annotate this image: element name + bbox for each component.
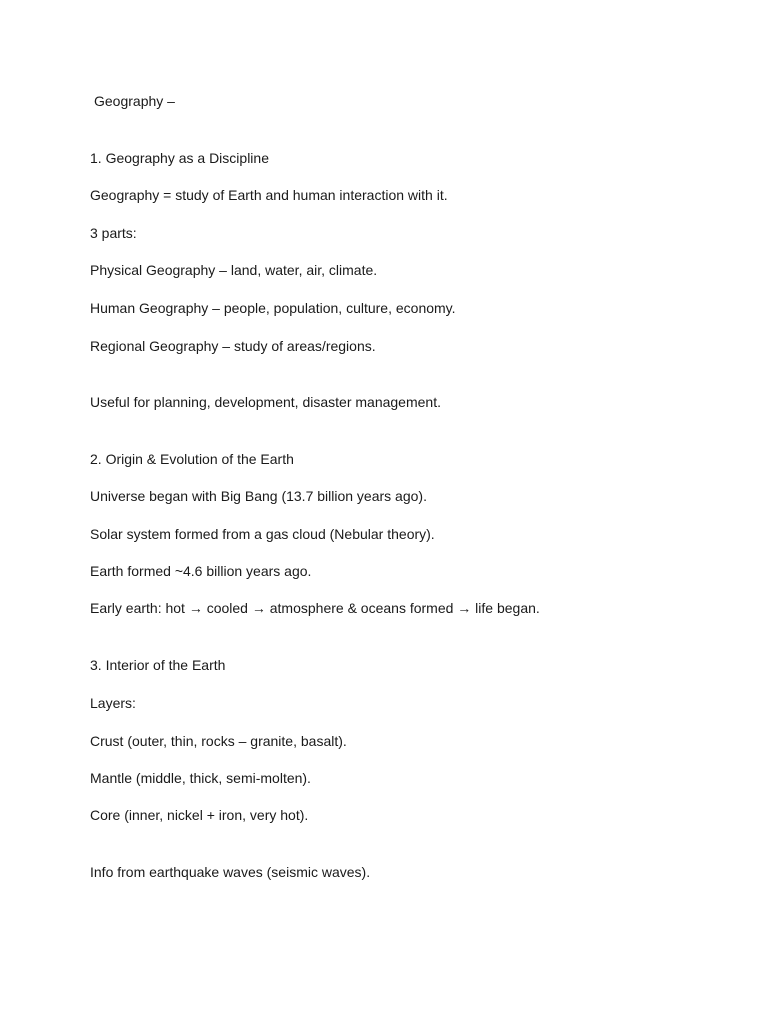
- body-line: Mantle (middle, thick, semi-molten).: [90, 770, 311, 786]
- body-line: Earth formed ~4.6 billion years ago.: [90, 563, 312, 579]
- section-heading: 2. Origin & Evolution of the Earth: [90, 451, 294, 467]
- body-line: Solar system formed from a gas cloud (Nebular theory).: [90, 526, 435, 542]
- body-line: Layers:: [90, 695, 136, 711]
- body-line: Universe began with Big Bang (13.7 billion years ago).: [90, 488, 427, 504]
- body-line: Crust (outer, thin, rocks – granite, basalt).: [90, 733, 347, 749]
- body-line: Physical Geography – land, water, air, climate.: [90, 262, 378, 278]
- body-line: Useful for planning, development, disaster management.: [90, 394, 441, 410]
- body-line: Geography = study of Earth and human interaction with it.: [90, 187, 448, 203]
- body-line: 3 parts:: [90, 225, 137, 241]
- body-line: Early earth: hot → cooled → atmosphere & oceans formed → life began.: [90, 600, 540, 616]
- section-heading: 3. Interior of the Earth: [90, 657, 226, 673]
- body-line: Regional Geography – study of areas/regions.: [90, 338, 376, 354]
- body-line: Human Geography – people, population, culture, economy.: [90, 300, 456, 316]
- body-line: Core (inner, nickel + iron, very hot).: [90, 807, 309, 823]
- body-line: Info from earthquake waves (seismic waves).: [90, 864, 371, 880]
- section-heading: 1. Geography as a Discipline: [90, 150, 269, 166]
- document-title: Geography –: [94, 93, 175, 109]
